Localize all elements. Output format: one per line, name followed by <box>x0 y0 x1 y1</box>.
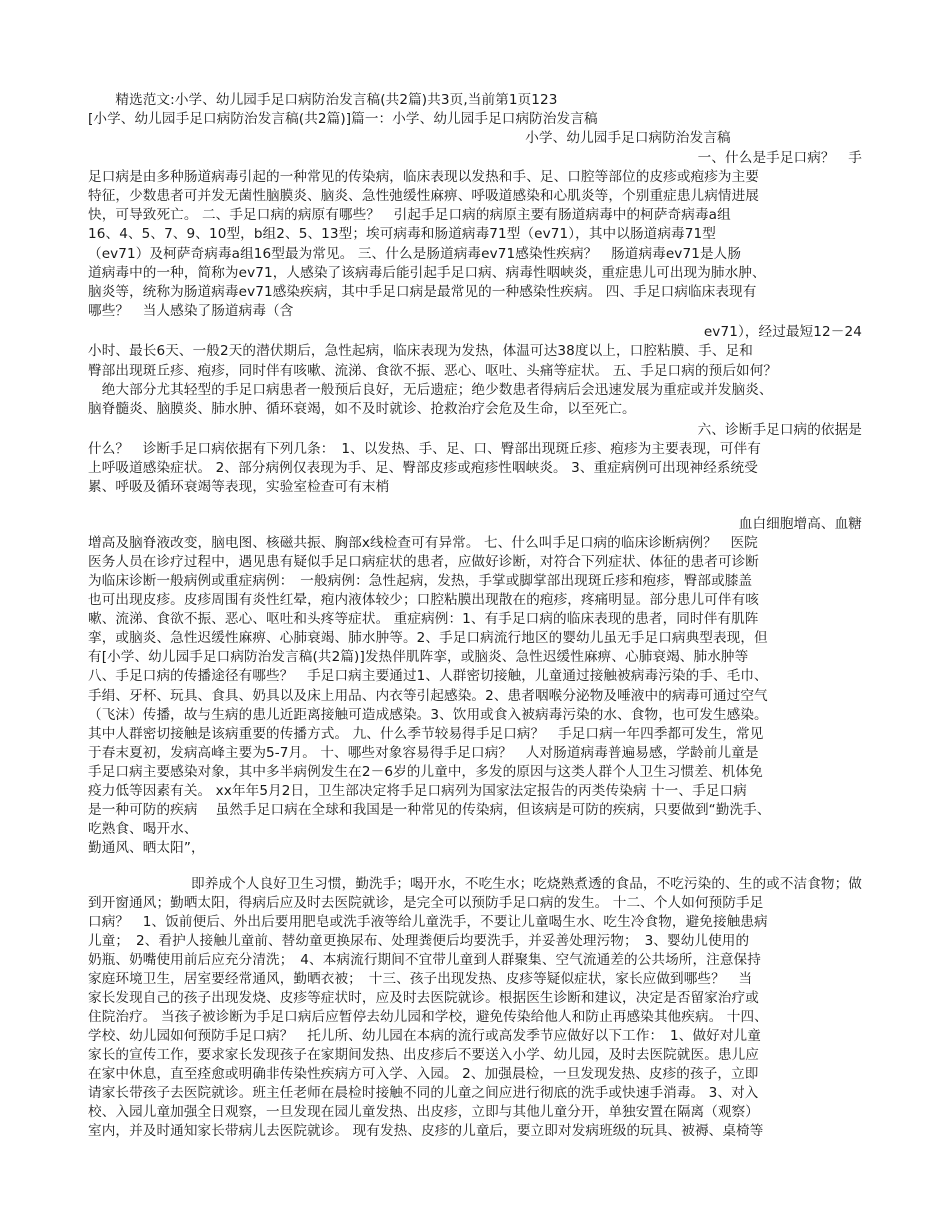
document-header-line: 精选范文:小学、幼儿园手足口病防治发言稿(共2篇)共3页,当前第1页123 <box>88 92 558 108</box>
text-line: 为临床诊断一般病例或重症病例： 一般病例：急性起病，发热，手掌或脚掌部出现斑丘疹和疱疹，臀部或膝盖 <box>88 573 753 589</box>
text-line: 足口病是由多种肠道病毒引起的一种常见的传染病，临床表现以发热和手、足、口腔等部位的皮疹或疱疹为主要 <box>88 169 759 185</box>
text-line: 增高及脑脊液改变，脑电图、核磁共振、胸部x线检查可有异常。 七、什么叫手足口病的临床诊断病例？ 医院 <box>88 535 758 551</box>
text-line: 勤通风、晒太阳”， <box>88 840 205 856</box>
text-line: 六、诊断手足口病的依据是 <box>697 422 862 438</box>
text-line: 口病？ 1、饭前便后、外出后要用肥皂或洗手液等给儿童洗手，不要让儿童喝生水、吃生冷食物，避免接触患病 <box>88 914 768 930</box>
text-line: 有[小学、幼儿园手足口病防治发言稿(共2篇)]发热伴肌阵挛，或脑炎、急性迟缓性麻痹、心肺衰竭、肺水肿等 <box>88 649 749 665</box>
text-line: 奶瓶、奶嘴使用前后应充分清洗； 4、本病流行期间不宜带儿童到人群聚集、空气流通差的公共场所，注意保持 <box>88 952 761 968</box>
text-line: 于春末夏初，发病高峰主要为5-7月。 十、哪些对象容易得手足口病？ 人对肠道病毒普遍易感，学龄前儿童是 <box>88 745 759 761</box>
text-line: 手足口病主要感染对象，其中多半病例发生在2－6岁的儿童中，多发的原因与这类人群个人卫生习惯差、机体免 <box>88 764 763 780</box>
section-title: 小学、幼儿园手足口病防治发言稿 <box>525 130 731 146</box>
text-line: 血白细胞增高、血糖 <box>738 516 862 532</box>
text-line: 家长的宣传工作，要求家长发现孩子在家期间发热、出皮疹后不要送入小学、幼儿园，及时去医院就医。患儿应 <box>88 1047 759 1063</box>
text-line: 儿童； 2、看护人接触儿童前、替幼童更换尿布、处理粪便后均要洗手，并妥善处理污物； 3、婴幼儿使用的 <box>88 933 750 949</box>
text-line: 其中人群密切接触是该病重要的传播方式。 九、什么季节较易得手足口病？ 手足口病一年四季都可发生，常见 <box>88 726 764 742</box>
text-line: 上呼吸道感染症状。 2、部分病例仅表现为手、足、臀部皮疹或疱疹性咽峡炎。 3、重症病例可出现神经系统受 <box>88 460 758 476</box>
text-line: 是一种可防的疾病 虽然手足口病在全球和我国是一种常见的传染病，但该病是可防的疾病，只要做到“勤洗手、 <box>88 802 771 818</box>
text-line: 绝大部分尤其轻型的手足口病患者一般预后良好，无后遗症；绝少数患者得病后会迅速发展为重症或并发脑炎、 <box>88 382 773 398</box>
text-line: 请家长带孩子去医院就诊。班主任老师在晨检时接触不同的儿童之间应进行彻底的洗手或快速手消毒。 3、对入 <box>88 1085 759 1101</box>
text-line: 八、手足口病的传播途径有哪些？ 手足口病主要通过1、人群密切接触，儿童通过接触被病毒污染的手、毛巾、 <box>88 668 768 684</box>
text-line: 小时、最长6天、一般2天的潜伏期后，急性起病，临床表现为发热，体温可达38度以上，口腔粘膜、手、足和 <box>88 343 753 359</box>
text-line: 到开窗通风；勤晒太阳，得病后应及时去医院就诊，是完全可以预防手足口病的发生。 十二、个人如何预防手足 <box>88 895 764 911</box>
text-line: 脑炎等，统称为肠道病毒ev71感染疾病，其中手足口病是最常见的一种感染性疾病。 四、手足口病临床表现有 <box>88 284 757 300</box>
text-line: 什么？ 诊断手足口病依据有下列几条： 1、以发热、手、足、口、臀部出现斑丘疹、疱疹为主要表现，可伴有 <box>88 441 761 457</box>
text-line: （ev71）及柯萨奇病毒a组16型最为常见。 三、什么是肠道病毒ev71感染性疾病？ 肠道病毒ev71是人肠 <box>88 246 742 262</box>
text-line: 在家中休息，直至痊愈或明确非传染性疾病方可入学、入园。 2、加强晨检，一旦发现发热、皮疹的孩子，立即 <box>88 1066 759 1082</box>
text-line: 累、呼吸及循环衰竭等表现，实验室检查可有末梢 <box>88 479 390 495</box>
document-title-line: [小学、幼儿园手足口病防治发言稿(共2篇)]篇一：小学、幼儿园手足口病防治发言稿 <box>88 111 598 127</box>
text-line: 脑脊髓炎、脑膜炎、肺水肿、循环衰竭，如不及时就诊、抢救治疗会危及生命，以至死亡。 <box>88 401 636 417</box>
text-line: 快，可导致死亡。 二、手足口病的病原有哪些？ 引起手足口病的病原主要有肠道病毒中的柯萨奇病毒a组 <box>88 207 731 223</box>
text-line: 学校、幼儿园如何预防手足口病？ 托儿所、幼儿园在本病的流行或高发季节应做好以下工作： 1、做好对儿童 <box>88 1028 761 1044</box>
text-line: 校、入园儿童加强全日观察，一旦发现在园儿童发热、出皮疹，立即与其他儿童分开，单独安置在隔离（观察） <box>88 1104 759 1120</box>
text-line: 嗽、流涕、食欲不振、恶心、呕吐和头疼等症状。 重症病例：1、有手足口病的临床表现的患者，同时伴有肌阵 <box>88 611 759 627</box>
text-line: 室内，并及时通知家长带病儿去医院就诊。 现有发热、皮疹的儿童后，要立即对发病班级的玩具、被褥、桌椅等 <box>88 1123 764 1139</box>
text-line: 挛，或脑炎、急性迟缓性麻痹、心肺衰竭、肺水肿等。2、手足口病流行地区的婴幼儿虽无手足口病典型表现，但 <box>88 630 768 646</box>
text-line: 一、什么是手足口病？ 手 <box>697 150 862 166</box>
text-line: 医务人员在诊疗过程中，遇见患有疑似手足口病症状的患者，应做好诊断，对符合下列症状、体征的患者可诊断 <box>88 554 759 570</box>
text-line: 16、4、5、7、9、10型，b组2、5、13型；埃可病毒和肠道病毒71型（ev71），其中以肠道病毒71型 <box>88 226 716 242</box>
text-line: 家长发现自己的孩子出现发烧、皮疹等症状时，应及时去医院就诊。根据医生诊断和建议，决定是否留家治疗或 <box>88 990 759 1006</box>
text-line: 特征，少数患者可并发无菌性脑膜炎、脑炎、急性弛缓性麻痹、呼吸道感染和心肌炎等，个别重症患儿病情进展 <box>88 188 759 204</box>
text-line: 即养成个人良好卫生习惯，勤洗手；喝开水，不吃生水；吃烧熟煮透的食品，不吃污染的、生的或不洁食物；做 <box>191 876 862 892</box>
text-line: 臀部出现斑丘疹、疱疹，同时伴有咳嗽、流涕、食欲不振、恶心、呕吐、头痛等症状。 五、手足口病的预后如何？ <box>88 363 778 379</box>
text-line: ev71），经过最短12－24 <box>703 324 862 340</box>
text-line: 疫力低等因素有关。 xx年年5月2日，卫生部决定将手足口病列为国家法定报告的丙类传染病 十一、手足口病 <box>88 783 747 799</box>
text-line: 道病毒中的一种，简称为ev71，人感染了该病毒后能引起手足口病、病毒性咽峡炎，重症患儿可出现为肺水肿、 <box>88 265 766 281</box>
text-line: 也可出现皮疹。皮疹周围有炎性红晕，疱内液体较少；口腔粘膜出现散在的疱疹，疼痛明显。部分患儿可伴有咳 <box>88 592 759 608</box>
text-line: 哪些？ 当人感染了肠道病毒（含 <box>88 303 294 319</box>
text-line: （飞沫）传播，故与生病的患儿近距离接触可造成感染。3、饮用或食入被病毒污染的水、食物，也可发生感染。 <box>88 707 768 723</box>
text-line: 吃熟食、喝开水、 <box>88 821 198 837</box>
text-line: 手绢、牙杯、玩具、食具、奶具以及床上用品、内衣等引起感染。2、患者咽喉分泌物及唾液中的病毒可通过空气 <box>88 688 768 704</box>
text-line: 家庭环境卫生，居室要经常通风，勤晒衣被； 十三、孩子出现发热、皮疹等疑似症状，家长应做到哪些？ 当 <box>88 971 753 987</box>
text-line: 住院治疗。 当孩子被诊断为手足口病后应暂停去幼儿园和学校，避免传染给他人和防止再感染其他疾病。 十四、 <box>88 1009 768 1025</box>
